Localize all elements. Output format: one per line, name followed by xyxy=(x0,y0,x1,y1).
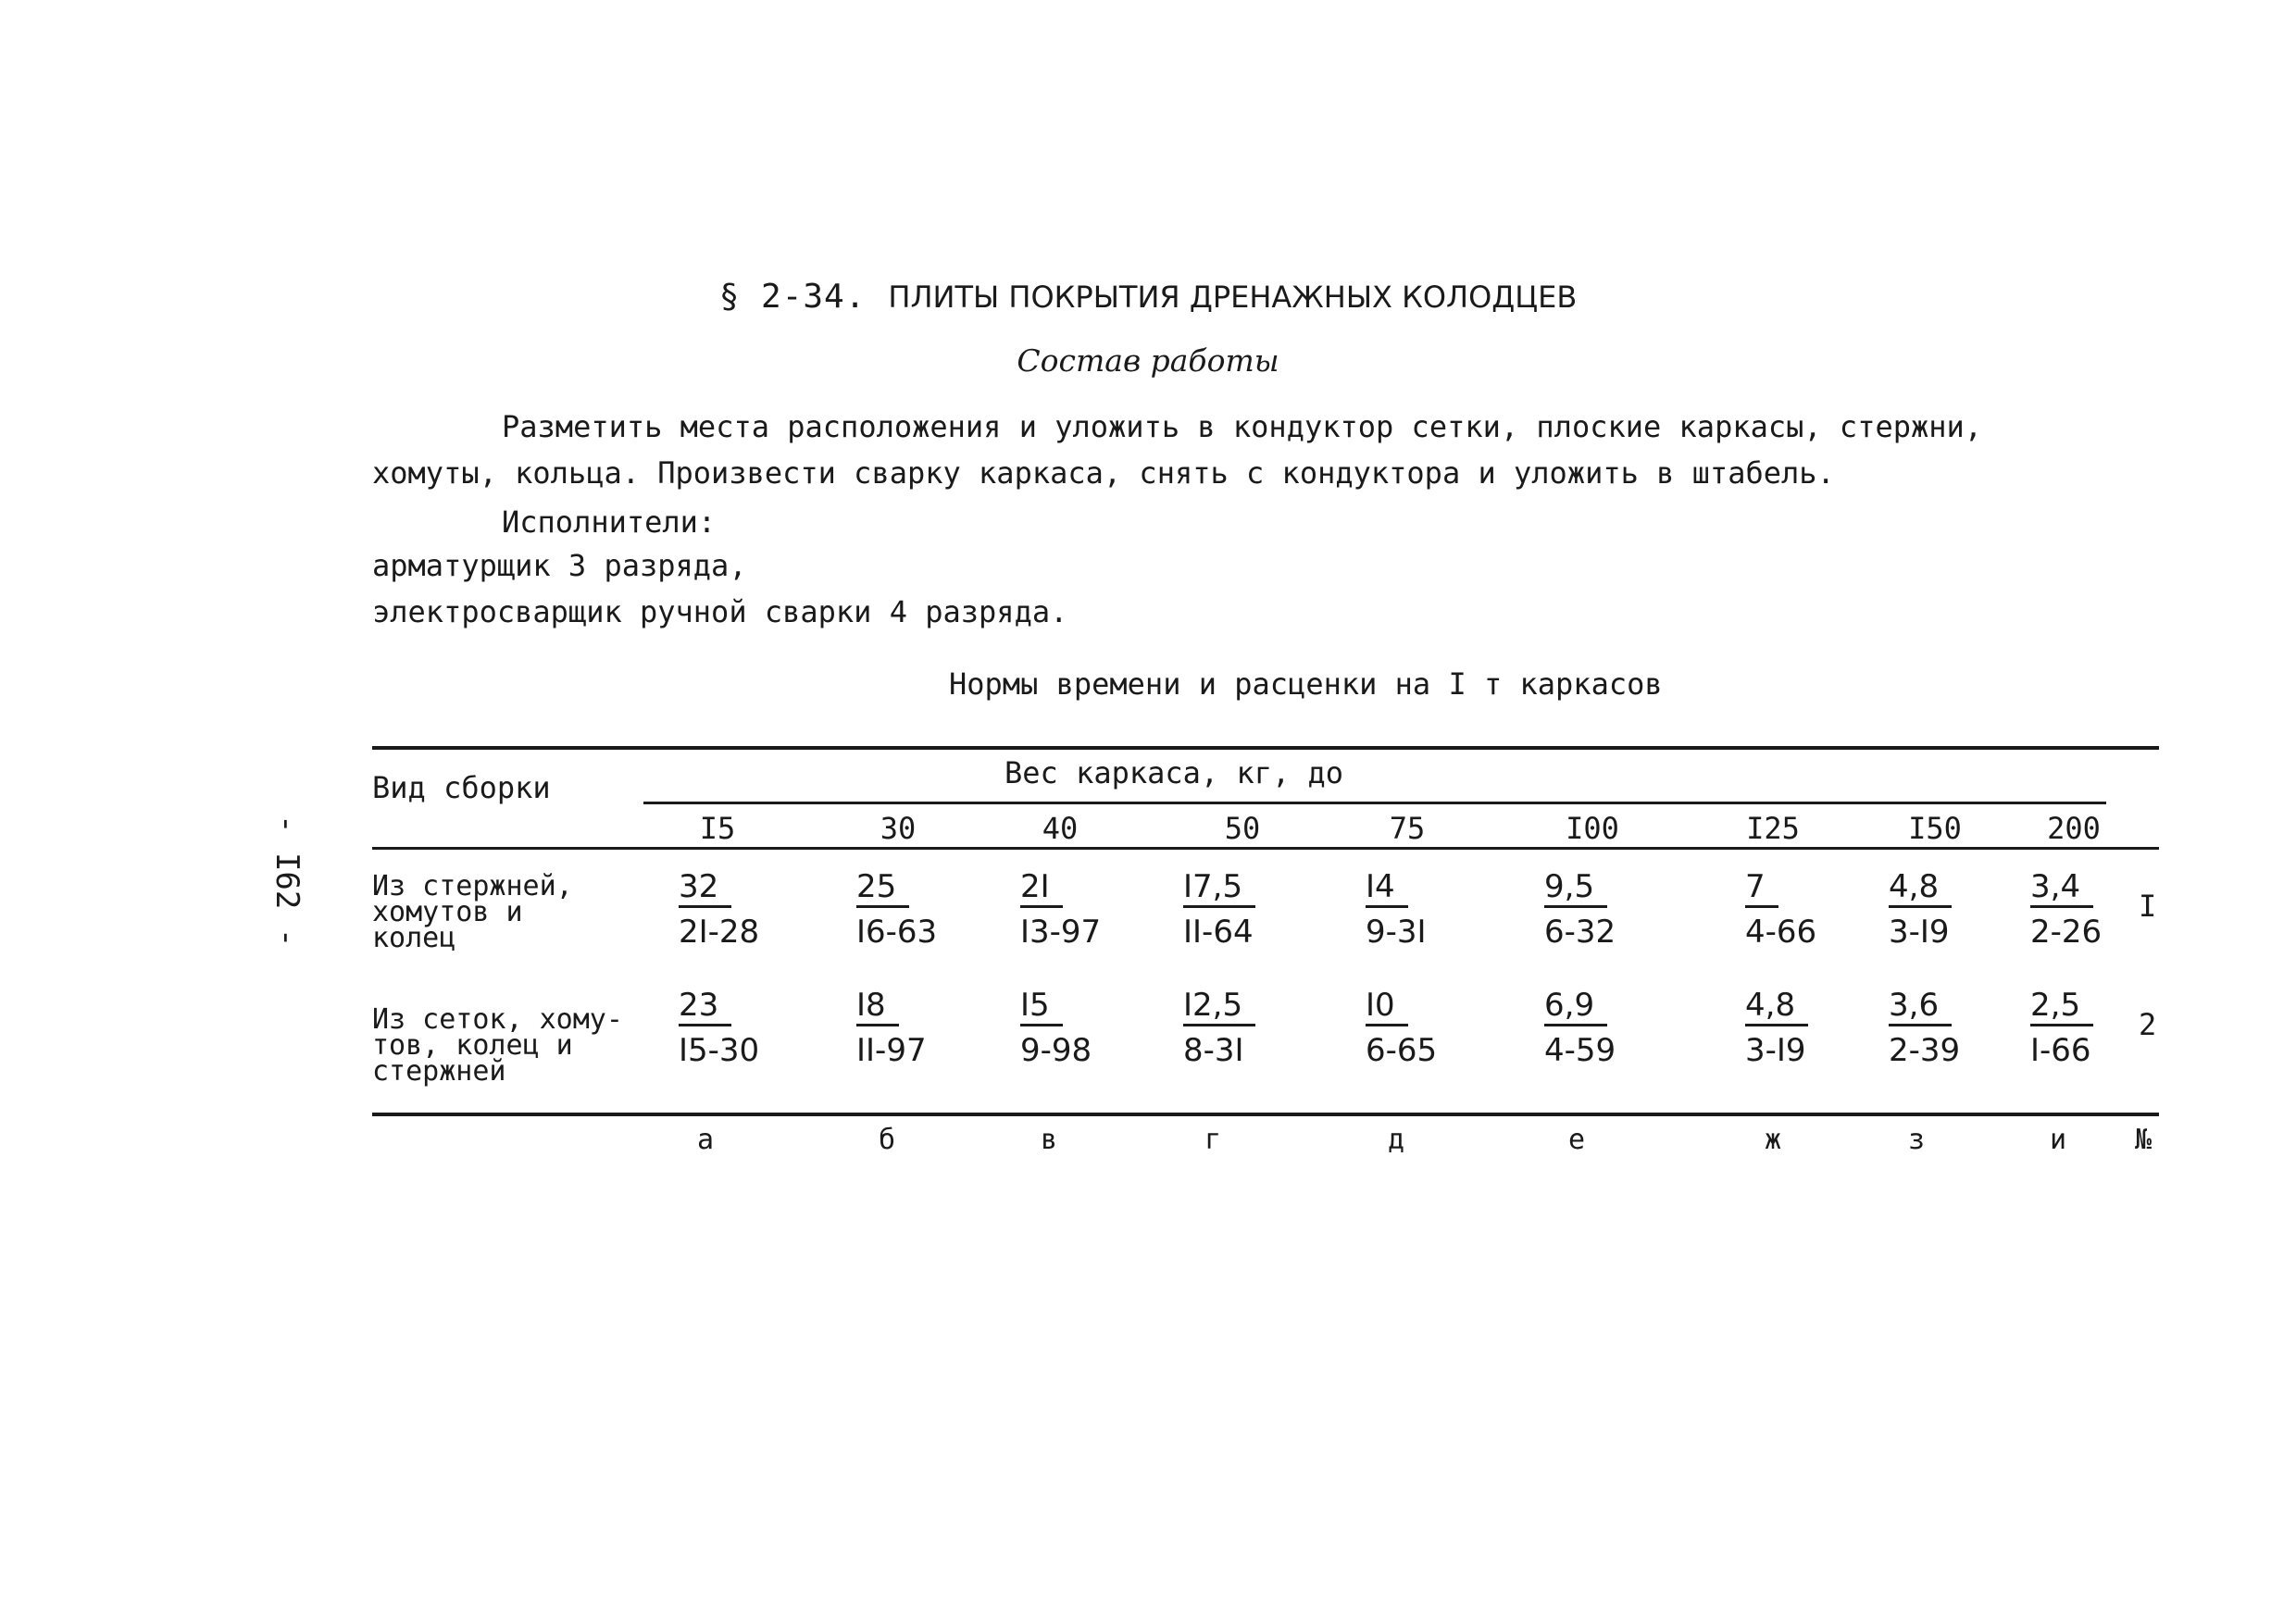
table-top-rule xyxy=(372,746,2159,750)
table-title: Нормы времени и расценки на I т каркасов xyxy=(949,666,1663,702)
row-number: 2 xyxy=(2139,1007,2157,1042)
table-cell: $\frac{3,4}{2-26}$ xyxy=(2030,868,2103,951)
column-header: I25 xyxy=(1746,811,1800,846)
table-cell: $\frac{6,9}{4-59}$ xyxy=(1544,987,1616,1069)
column-header: 200 xyxy=(2047,811,2101,846)
group-header: Вес каркаса, кг, до xyxy=(1004,755,1344,790)
column-letter: б xyxy=(878,1124,896,1156)
table-cell: $\frac{32}{2I-28}$ xyxy=(679,868,760,951)
table-row-label: Из стержней, хомутов и колец xyxy=(372,870,573,954)
column-header: 40 xyxy=(1042,811,1079,846)
table-cell: $\frac{3,6}{2-39}$ xyxy=(1889,987,1961,1069)
section-number: § 2-34. xyxy=(718,278,867,316)
header-bottom-rule xyxy=(372,847,2159,850)
performer-item: электросварщик ручной сварки 4 разряда. xyxy=(372,594,1068,629)
table-row-label: Из сеток, хому- тов, колец и стержней xyxy=(372,1003,623,1088)
column-letter: а xyxy=(696,1124,715,1156)
work-description-line-1: Разметить места расположения и уложить в кондуктор сетки, плоские каркасы, стержни, xyxy=(502,409,1983,444)
performer-item: арматурщик 3 разряда, xyxy=(372,548,747,583)
table-cell: $\frac{I0}{6-65}$ xyxy=(1366,987,1438,1069)
table-cell: $\frac{7}{4-66}$ xyxy=(1745,868,1817,951)
table-cell: $\frac{I2,5}{8-3I}$ xyxy=(1183,987,1255,1071)
column-header: 30 xyxy=(880,811,917,846)
page-number: - I62 - xyxy=(268,815,306,948)
group-header-rule xyxy=(643,802,2106,804)
table-cell: $\frac{I7,5}{II-64}$ xyxy=(1183,868,1255,952)
table-cell: $\frac{4,8}{3-I9}$ xyxy=(1745,987,1808,1071)
column-header: I5 xyxy=(699,811,736,846)
column-letter: г xyxy=(1204,1124,1222,1156)
table-cell: $\frac{9,5}{6-32}$ xyxy=(1544,868,1616,951)
column-header: 75 xyxy=(1389,811,1426,846)
column-letter: е xyxy=(1567,1124,1586,1156)
table-cell: $\frac{I4}{9-3I}$ xyxy=(1366,868,1427,951)
table-bottom-rule xyxy=(372,1113,2159,1116)
column-header: 50 xyxy=(1224,811,1261,846)
column-letter: з xyxy=(1907,1124,1926,1156)
table-cell: $\frac{2,5}{I-66}$ xyxy=(2030,987,2093,1071)
column-letter: д xyxy=(1387,1124,1405,1156)
column-letter: и xyxy=(2049,1124,2067,1156)
row-number: I xyxy=(2139,889,2157,924)
number-column-header: № xyxy=(2134,1124,2152,1156)
work-description xyxy=(372,404,2020,496)
column-header: I50 xyxy=(1908,811,1962,846)
column-letter: ж xyxy=(1764,1124,1782,1156)
section-title: ПЛИТЫ ПОКРЫТИЯ ДРЕНАЖНЫХ КОЛОДЦЕВ xyxy=(888,280,1578,315)
table-cell: $\frac{I8}{II-97}$ xyxy=(856,987,927,1069)
performers-title: Исполнители: xyxy=(502,504,717,540)
table-cell: $\frac{4,8}{3-I9}$ xyxy=(1889,868,1952,952)
table-cell: $\frac{I5}{9-98}$ xyxy=(1020,987,1092,1069)
table-cell: $\frac{2I}{I3-97}$ xyxy=(1020,868,1102,951)
column-header: I00 xyxy=(1566,811,1619,846)
section-heading xyxy=(0,278,2296,316)
row-header: Вид сборки xyxy=(372,770,551,805)
table-cell: $\frac{23}{I5-30}$ xyxy=(679,987,760,1069)
table-cell: $\frac{25}{I6-63}$ xyxy=(856,868,938,951)
column-letter: в xyxy=(1040,1124,1058,1156)
section-subtitle: Состав работы xyxy=(1017,342,1279,379)
work-description-line-2: хомуты, кольца. Произвести сварку каркаса, снять с кондуктора и уложить в штабель. xyxy=(372,455,1835,491)
